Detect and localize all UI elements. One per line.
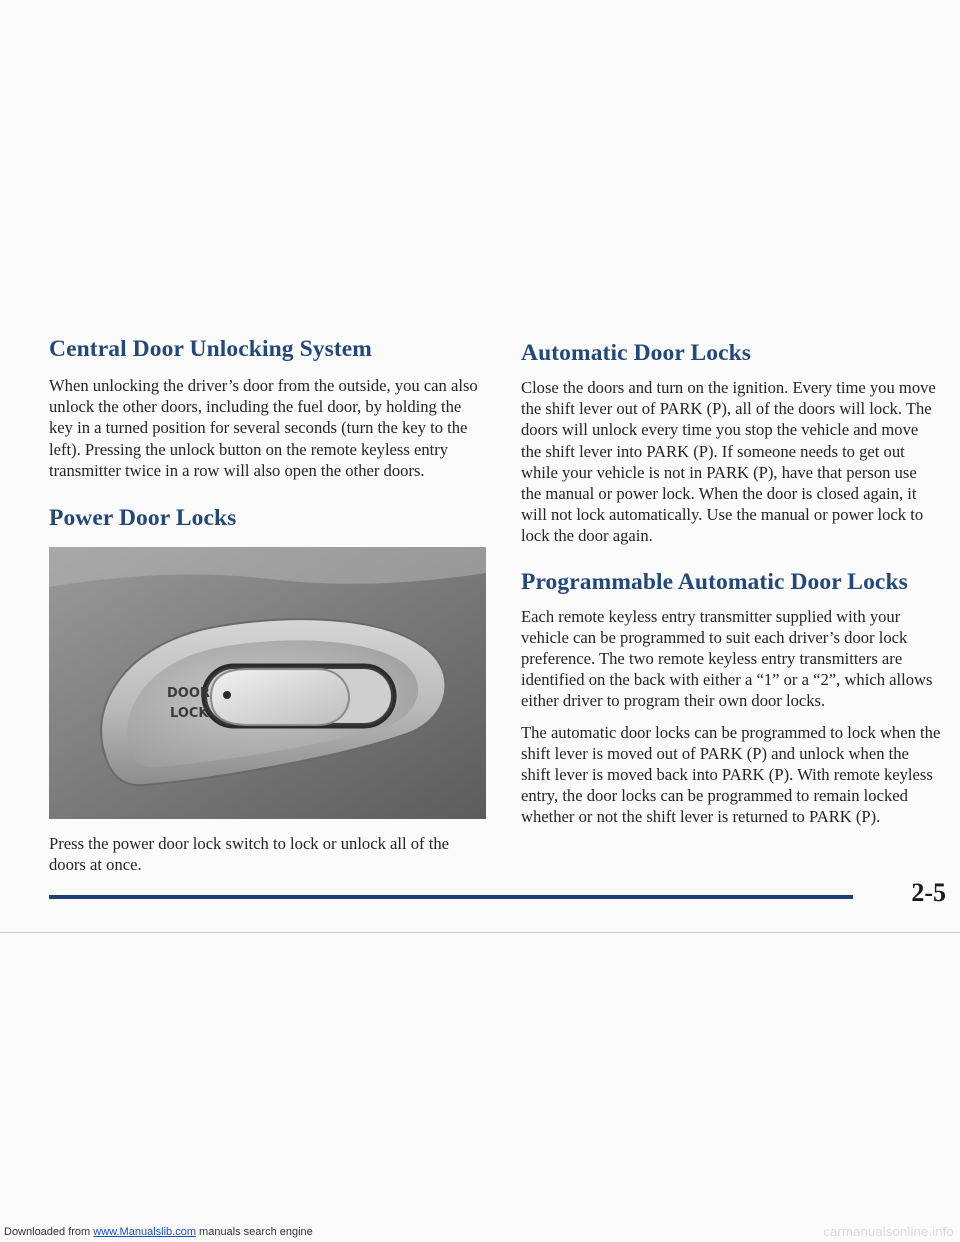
- automatic-door-locks-heading: Automatic Door Locks: [521, 340, 752, 366]
- lock-label: LOCK: [170, 706, 209, 722]
- power-door-locks-heading: Power Door Locks: [49, 505, 237, 532]
- page-edge-line: [0, 932, 960, 933]
- central-door-unlocking-heading: Central Door Unlocking System: [49, 336, 372, 362]
- footer-rule: [49, 895, 853, 899]
- programmable-door-locks-heading: Programmable Automatic Door Locks: [521, 568, 908, 595]
- footer-suffix: manuals search engine: [195, 1226, 313, 1238]
- manualslib-link[interactable]: www.Manualslib.com: [93, 1226, 196, 1238]
- switch-knob: [211, 669, 349, 725]
- lock-indicator-dot: [223, 691, 231, 699]
- page-number: 2-5: [911, 878, 946, 907]
- door-lock-switch-photo: [49, 547, 486, 819]
- programmable-door-locks-text-2: The automatic door locks can be programmed to lock when the shift lever is moved out of PARK (P) and unlock when the shift lever is moved back into PARK (P). With remote keyless entry, the door locks can be programmed to remain locked whether or not the shift lever is returned to PARK (P).: [521, 722, 941, 827]
- figure-caption: Press the power door lock switch to lock or unlock all of the doors at once.: [49, 834, 450, 875]
- watermark: carmanualsonline.info: [823, 1224, 954, 1239]
- central-door-unlocking-text: When unlocking the driver’s door from the outside, you can also unlock the other doors, including the fuel door, by holding the key in a turned position for several seconds (turn the key to the left). Pressing the unlock button on the remote keyless entry transmitter twice in a row will also open the other doors.: [49, 376, 478, 480]
- door-label: DOOR: [167, 686, 210, 702]
- automatic-door-locks-text: Close the doors and turn on the ignition. Every time you move the shift lever out of PARK (P), all of the doors will lock. The doors will unlock every time you stop the vehicle and move the shift lever into PARK (P). If someone needs to get out while your vehicle is not in PARK (P), have that person use the manual or power lock. When the door is closed again, it will not lock automatically. Use the manual or power lock to lock the door again.: [521, 378, 936, 546]
- footer-prefix: Downloaded from: [4, 1226, 94, 1238]
- programmable-door-locks-text-1: Each remote keyless entry transmitter supplied with your vehicle can be programmed to suit each driver’s door lock preference. The two remote keyless entry transmitters are identified on the back with either a “1” or a “2”, which allows either driver to program their own door locks.: [521, 606, 933, 711]
- download-footer: [4, 1226, 313, 1238]
- right-column: [521, 338, 941, 828]
- left-column: [49, 334, 489, 875]
